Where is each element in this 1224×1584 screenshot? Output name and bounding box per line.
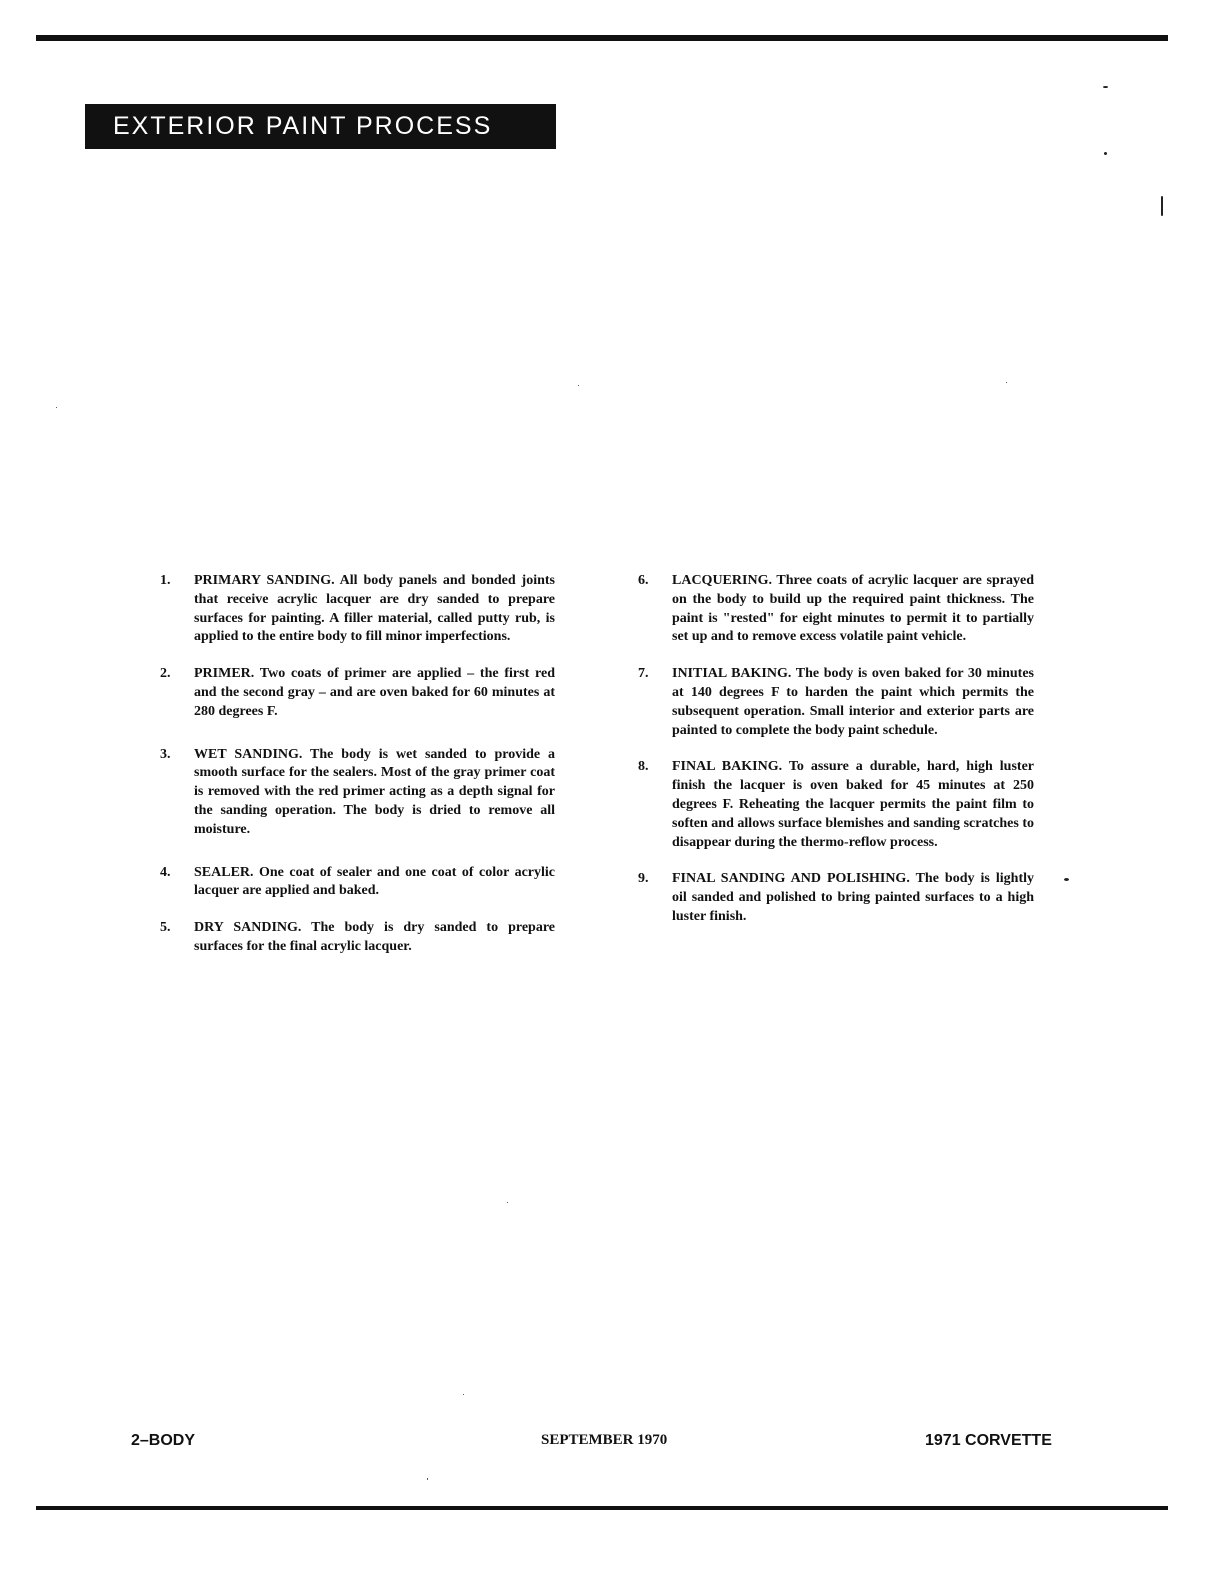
step-text: FINAL BAKING. To assure a durable, hard, high luster finish the lacquer is oven baked for 45 minutes at 250 degrees F. Reheating the lacquer permits the paint film to soften and allows surface blemishes and sanding scratches to disappear during the thermo-reflow process. [672,759,1034,850]
step-item [160,864,555,902]
step-text: FINAL SANDING AND POLISHING. The body is lightly oil sanded and polished to bring painted surfaces to a high luster finish. [672,871,1034,924]
step-item [638,758,1034,852]
step-number: 1. [160,573,171,588]
step-item [160,572,555,647]
step-text: PRIMER. Two coats of primer are applied – the first red and the second gray – and are oven baked for 60 minutes at 280 degrees F. [194,666,555,719]
bottom-rule [36,1506,1168,1510]
scan-speck [463,1394,464,1395]
step-number: 6. [638,573,649,588]
step-text: INITIAL BAKING. The body is oven baked for 30 minutes at 140 degrees F to harden the paint which permits the subsequent operation. Small interior and exterior parts are painted to complete the body paint schedule. [672,666,1034,738]
section-title: EXTERIOR PAINT PROCESS [85,104,556,149]
step-number: 8. [638,759,649,775]
step-text: LACQUERING. Three coats of acrylic lacquer are sprayed on the body to build up the required paint thickness. The paint is "rested" for eight minutes to permit it to partially set up and to remove excess volatile paint vehicle. [672,573,1034,645]
step-number: 4. [160,864,171,880]
step-text: WET SANDING. The body is wet sanded to provide a smooth surface for the sealers. Most of the gray primer coat is removed with the red primer acting as a depth signal for the sanding operation. The body is dried to remove all moisture. [194,746,555,837]
step-item [638,665,1034,740]
scan-speck [507,1202,508,1203]
top-rule [36,35,1168,41]
step-item [160,746,555,840]
steps-column-right [638,572,1034,945]
step-text: PRIMARY SANDING. All body panels and bonded joints that receive acrylic lacquer are dry sanded to prepare surfaces for painting. A filler material, called putty rub, is applied to the entire body to fill minor imperfections. [194,573,555,645]
scan-speck [1064,878,1069,881]
scan-speck [1104,152,1107,155]
footer-page-id: 2–BODY [131,1432,196,1449]
footer-date: SEPTEMBER 1970 [541,1432,668,1448]
scan-speck [427,1478,428,1480]
step-item [638,870,1034,926]
footer-model: 1971 CORVETTE [925,1432,1052,1449]
step-text: DRY SANDING. The body is dry sanded to prepare surfaces for the final acrylic lacquer. [194,920,555,954]
step-item [638,572,1034,647]
step-number: 3. [160,746,171,762]
step-text: SEALER. One coat of sealer and one coat of color acrylic lacquer are applied and baked. [194,864,555,899]
step-number: 7. [638,666,649,682]
scan-speck [1161,196,1163,216]
scan-speck [1103,86,1108,88]
scan-speck [56,407,57,408]
step-item [160,665,555,721]
steps-column-left [160,572,555,975]
step-number: 2. [160,666,171,682]
step-item [160,919,555,957]
scan-speck [578,385,579,386]
scan-speck [1006,382,1007,383]
step-number: 5. [160,920,171,936]
step-number: 9. [638,871,649,887]
